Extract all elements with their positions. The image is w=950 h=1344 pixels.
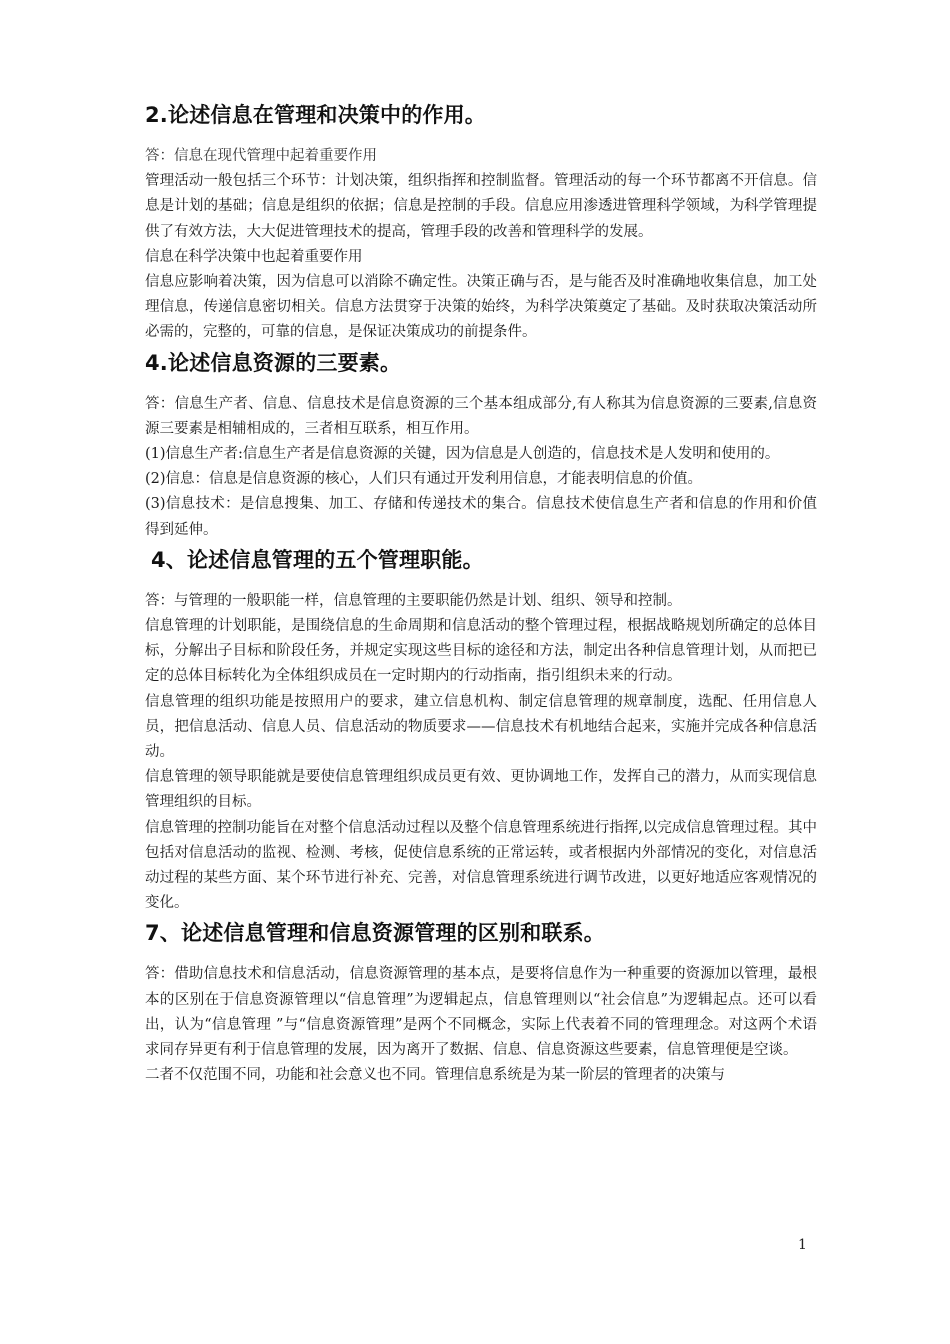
paragraph: 二者不仅范围不同，功能和社会意义也不同。管理信息系统是为某一阶层的管理者的决策与 [145,1067,725,1084]
section-heading: 4.论述信息资源的三要素。 [145,350,402,375]
section-heading: 2.论述信息在管理和决策中的作用。 [145,103,486,127]
section-management-functions [145,545,817,917]
paragraph: 答：信息在现代管理中起着重要作用 [145,148,377,164]
section-heading: 4、论述信息管理的五个管理职能。 [151,547,484,572]
paragraph: 信息管理的领导职能就是要使信息管理组织成员更有效、更协调地工作，发挥自己的潜力，从而实现信息管理组织的目标。 [145,769,817,811]
paragraph: 答：借助信息技术和信息活动，信息资源管理的基本点，是要将信息作为一种重要的资源加以管理，最根本的区别在于信息资源管理以“信息管理”为逻辑起点，信息管理则以“社会信息”为逻辑起点。还可以看出，认为“信息管理 ”与“信息资源管理”是两个不同概念，实际上代表着不同的管理理念。对这两个术语求同存异更有利于信息管理的发展，因为离开了数据、信息、信息资源这些要素，信息管理便是空谈。 [145,966,817,1059]
paragraph: 信息在科学决策中也起着重要作用 [145,248,363,265]
paragraph: (2)信息：信息是信息资源的核心，人们只有通过开发利用信息，才能表明信息的价值。 [145,471,703,488]
paragraph: 答：信息生产者、信息、信息技术是信息资源的三个基本组成部分,有人称其为信息资源的三要素,信息资源三要素是相辅相成的，三者相互联系，相互作用。 [145,395,817,437]
section-difference-and-relation [145,918,817,1088]
paragraph: (3)信息技术：是信息搜集、加工、存储和传递技术的集合。信息技术使信息生产者和信息的作用和价值得到延伸。 [145,496,817,538]
section-heading: 7、论述信息管理和信息资源管理的区别和联系。 [145,921,606,946]
page-content [145,100,817,1089]
paragraph: 答：与管理的一般职能一样，信息管理的主要职能仍然是计划、组织、领导和控制。 [145,592,682,609]
paragraph: 信息应影响着决策，因为信息可以消除不确定性。决策正确与否，是与能否及时准确地收集信息，加工处理信息，传递信息密切相关。信息方法贯穿于决策的始终，为科学决策奠定了基础。及时获取决策活动所必需的，完整的，可靠的信息，是保证决策成功的前提条件。 [145,274,817,341]
paragraph: 信息管理的计划职能，是围绕信息的生命周期和信息活动的整个管理过程，根据战略规划所确定的总体目标，分解出子目标和阶段任务，并规定实现这些目标的途径和方法，制定出各种信息管理计划，从而把已定的总体目标转化为全体组织成员在一定时期内的行动指南，指引组织未来的行动。 [145,618,817,685]
paragraph: 信息管理的控制功能旨在对整个信息活动过程以及整个信息管理系统进行指挥,以完成信息管理过程。其中包括对信息活动的监视、检测、考核，促使信息系统的正常运转，或者根据内外部情况的变化，对信息活动过程的某些方面、某个环节进行补充、完善，对信息管理系统进行调节改进，以更好地适应客观情况的变化。 [145,819,817,912]
page-number: 1 [798,1237,807,1253]
paragraph: (1)信息生产者:信息生产者是信息资源的关键，因为信息是人创造的，信息技术是人发明和使用的。 [145,446,780,463]
paragraph: 管理活动一般包括三个环节：计划决策，组织指挥和控制监督。管理活动的每一个环节都离不开信息。信息是计划的基础；信息是组织的依据；信息是控制的手段。信息应用渗透进管理科学领域，为科学管理提供了有效方法，大大促进管理技术的提高，管理手段的改善和管理科学的发展。 [145,173,817,240]
section-info-in-management [145,100,817,346]
paragraph: 信息管理的组织功能是按照用户的要求，建立信息机构、制定信息管理的规章制度，选配、任用信息人员，把信息活动、信息人员、信息活动的物质要求——信息技术有机地结合起来，实施并完成各种信息活动。 [145,693,817,761]
section-info-resource-elements [145,348,817,543]
